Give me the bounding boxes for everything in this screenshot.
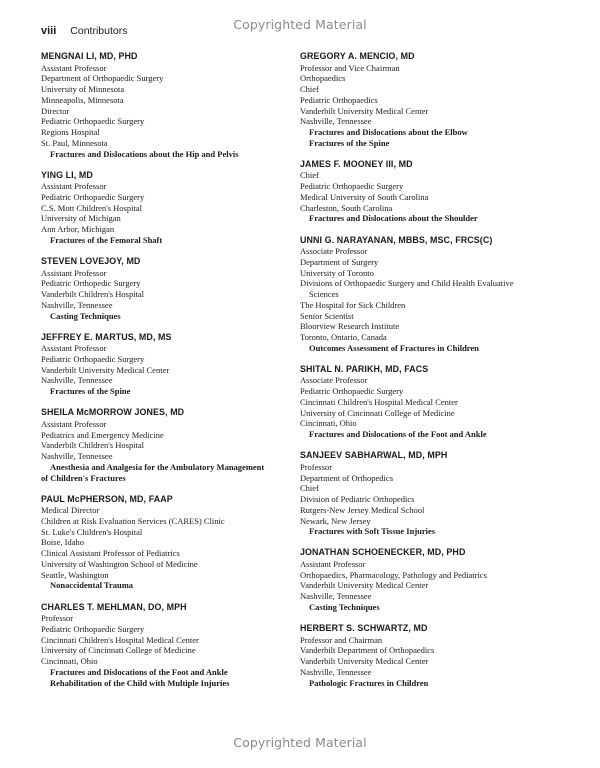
affiliation-line: Nashville, Tennessee xyxy=(41,299,113,310)
chapter-title: Anesthesia and Analgesia for the Ambulatory Management xyxy=(50,461,265,472)
affiliation-line: Vanderbilt University Medical Center xyxy=(300,580,429,591)
affiliation-line: Bloorview Research Institute xyxy=(300,321,400,332)
affiliation-line: St. Luke's Children's Hospital xyxy=(41,526,143,537)
contributor-name: SHEILA McMORROW JONES, MD xyxy=(41,407,185,418)
contributors-left-column xyxy=(41,50,296,698)
chapter-title: Fractures of the Femoral Shaft xyxy=(50,234,163,245)
affiliation-line: Orthopaedics, Pharmacology, Pathology and Pediatrics xyxy=(300,569,487,580)
chapter-title: Fractures of the Spine xyxy=(309,137,390,148)
affiliation-line: Professor xyxy=(300,461,333,472)
chapter-title: Pathologic Fractures in Children xyxy=(309,677,429,688)
chapter-title: Nonaccidental Trauma xyxy=(50,580,134,591)
contributor-entry xyxy=(41,331,296,397)
affiliation-line: Nashville, Tennessee xyxy=(41,451,113,462)
affiliation-line: Nashville, Tennessee xyxy=(41,375,113,386)
contributor-entry xyxy=(41,50,296,159)
affiliation-line: Nashville, Tennessee xyxy=(300,116,372,127)
affiliation-line: University of Toronto xyxy=(300,267,374,278)
affiliation-line: Vanderbilt University Medical Center xyxy=(300,656,429,667)
contributor-name: HERBERT S. SCHWARTZ, MD xyxy=(300,623,428,634)
contributor-name: SHITAL N. PARIKH, MD, FACS xyxy=(300,363,429,374)
affiliation-line: Medical University of South Carolina xyxy=(300,191,429,202)
affiliation-line: C.S. Mott Children's Hospital xyxy=(41,202,142,213)
affiliation-line: Regions Hospital xyxy=(41,127,100,137)
affiliation-line: Cincinnati, Ohio xyxy=(300,418,357,429)
chapter-title: Fractures of the Spine xyxy=(50,386,131,397)
affiliation-line: University of Minnesota xyxy=(41,84,125,94)
affiliation-line: Department of Orthopaedic Surgery xyxy=(41,73,164,84)
affiliation-line: Associate Professor xyxy=(300,375,368,386)
chapter-title: Fractures and Dislocations of the Foot and Ankle xyxy=(309,429,487,440)
affiliation-line: The Hospital for Sick Children xyxy=(300,299,406,310)
contributor-entry xyxy=(41,601,296,689)
chapter-title-continued: of Children's Fractures xyxy=(41,472,126,483)
affiliation-line: Vanderbilt Children's Hospital xyxy=(41,289,145,300)
contributor-name: JONATHAN SCHOENECKER, MD, PHD xyxy=(300,547,466,558)
affiliation-line: Chief xyxy=(300,170,319,181)
affiliation-line: Charleston, South Carolina xyxy=(300,202,393,213)
affiliation-line: University of Michigan xyxy=(41,213,121,224)
affiliation-line: University of Cincinnati College of Medicine xyxy=(41,645,196,656)
affiliation-line: Assistant Professor xyxy=(41,267,107,278)
affiliation-line: Children at Risk Evaluation Services (CARES) Clinic xyxy=(41,515,225,526)
affiliation-line: Assistant Professor xyxy=(41,62,107,73)
affiliation-line: Divisions of Orthopaedic Surgery and Child Health Evaluative xyxy=(300,278,514,289)
contributor-name: UNNI G. NARAYANAN, MBBS, MSC, FRCS(C) xyxy=(300,234,493,245)
contributor-name: JEFFREY E. MARTUS, MD, MS xyxy=(41,331,172,342)
contributor-entry xyxy=(300,158,560,224)
contributor-name: CHARLES T. MEHLMAN, DO, MPH xyxy=(41,601,187,612)
chapter-title: Fractures and Dislocations about the Shoulder xyxy=(309,213,478,224)
affiliation-line: Cincinnati, Ohio xyxy=(41,656,98,667)
affiliation-line: University of Washington School of Medicine xyxy=(41,558,198,569)
chapter-title: Casting Techniques xyxy=(50,310,121,321)
contributor-entry xyxy=(41,493,296,592)
contributor-entry xyxy=(300,50,560,149)
contributor-entry xyxy=(300,449,560,537)
copyright-watermark-bottom: Copyrighted Material xyxy=(233,735,367,750)
affiliation-line: Pediatric Orthopaedics xyxy=(300,94,378,105)
affiliation-line: Chief xyxy=(300,84,319,94)
contributor-name: PAUL McPHERSON, MD, FAAP xyxy=(41,493,173,504)
affiliation-line: Ann Arbor, Michigan xyxy=(41,224,115,235)
contributor-name: YING LI, MD xyxy=(41,169,93,180)
affiliation-line: Assistant Professor xyxy=(41,343,107,354)
affiliation-line: Pediatric Orthopedic Surgery xyxy=(41,278,141,289)
affiliation-line: Pediatric Orthopaedic Surgery xyxy=(41,623,145,634)
affiliation-line: Pediatric Orthopaedic Surgery xyxy=(41,191,145,202)
contributor-name: GREGORY A. MENCIO, MD xyxy=(300,51,415,61)
contributor-name: SANJEEV SABHARWAL, MD, MPH xyxy=(300,450,448,461)
contributor-entry xyxy=(41,169,296,246)
affiliation-line: Nashville, Tennessee xyxy=(300,591,372,602)
section-title: Contributors xyxy=(70,25,128,37)
affiliation-line: Assistant Professor xyxy=(300,558,366,569)
affiliation-line: Pediatric Orthopaedic Surgery xyxy=(300,386,404,397)
page-header xyxy=(41,25,128,37)
affiliation-line: Vanderbilt Children's Hospital xyxy=(41,440,145,451)
copyright-watermark-top: Copyrighted Material xyxy=(233,17,367,32)
chapter-title: Fractures and Dislocations about the Elbow xyxy=(309,127,468,137)
chapter-title: Outcomes Assessment of Fractures in Children xyxy=(309,342,479,353)
affiliation-line: Pediatric Orthopaedic Surgery xyxy=(41,353,145,364)
chapter-title: Rehabilitation of the Child with Multiple Injuries xyxy=(50,677,230,688)
affiliation-line: Nashville, Tennessee xyxy=(300,666,372,677)
affiliation-line: Chief xyxy=(300,483,319,494)
affiliation-line: Boise, Idaho xyxy=(41,537,84,548)
affiliation-line: Sciences xyxy=(309,289,339,300)
affiliation-line: Vanderbilt Department of Orthopaedics xyxy=(300,645,435,656)
affiliation-line: Cincinnati Children's Hospital Medical Center xyxy=(41,634,199,645)
contributor-entry xyxy=(41,406,296,483)
affiliation-line: Department of Surgery xyxy=(300,256,379,267)
affiliation-line: Professor and Vice Chairman xyxy=(300,62,400,73)
affiliation-line: Pediatric Orthopaedic Surgery xyxy=(300,181,404,192)
contributor-entry xyxy=(300,622,560,688)
affiliation-line: Assistant Professor xyxy=(41,418,107,429)
chapter-title: Casting Techniques xyxy=(309,601,380,612)
affiliation-line: Professor and Chairman xyxy=(300,634,383,645)
affiliation-line: Seattle, Washington xyxy=(41,569,109,580)
page-number: viii xyxy=(41,25,57,37)
affiliation-line: Pediatrics and Emergency Medicine xyxy=(41,429,164,440)
affiliation-line: Minneapolis, Minnesota xyxy=(41,94,124,105)
affiliation-line: Toronto, Ontario, Canada xyxy=(300,332,387,343)
affiliation-line: Associate Professor xyxy=(300,246,368,257)
contributor-entry xyxy=(300,234,560,354)
affiliation-line: Director xyxy=(41,105,70,116)
affiliation-line: Orthopaedics xyxy=(300,73,346,84)
contributor-name: JAMES F. MOONEY III, MD xyxy=(300,158,413,169)
affiliation-line: St. Paul, Minnesota xyxy=(41,137,108,148)
affiliation-line: Rutgers-New Jersey Medical School xyxy=(300,504,425,515)
contributor-entry xyxy=(41,255,296,321)
affiliation-line: Medical Director xyxy=(41,505,100,516)
affiliation-line: Professor xyxy=(41,613,74,624)
affiliation-line: Senior Scientist xyxy=(300,310,354,321)
chapter-title: Fractures with Soft Tissue Injuries xyxy=(309,526,436,537)
chapter-title: Fractures and Dislocations of the Foot and Ankle xyxy=(50,666,228,677)
affiliation-line: Vanderbilt University Medical Center xyxy=(41,364,170,375)
affiliation-line: Cincinnati Children's Hospital Medical Center xyxy=(300,396,458,407)
contributor-name: MENGNAI LI, MD, PHD xyxy=(41,51,138,61)
contributor-name: STEVEN LOVEJOY, MD xyxy=(41,256,141,267)
chapter-title: Fractures and Dislocations about the Hip and Pelvis xyxy=(50,148,239,159)
contributor-entry xyxy=(300,363,560,440)
contributors-right-column xyxy=(300,50,560,698)
contributor-entry xyxy=(300,546,560,612)
affiliation-line: Division of Pediatric Orthopedics xyxy=(300,494,415,505)
affiliation-line: Clinical Assistant Professor of Pediatrics xyxy=(41,548,180,559)
affiliation-line: Assistant Professor xyxy=(41,181,107,192)
affiliation-line: University of Cincinnati College of Medicine xyxy=(300,407,455,418)
affiliation-line: Newark, New Jersey xyxy=(300,515,371,526)
affiliation-line: Pediatric Orthopaedic Surgery xyxy=(41,116,145,127)
affiliation-line: Vanderbilt University Medical Center xyxy=(300,105,429,116)
affiliation-line: Department of Orthopedics xyxy=(300,472,393,483)
